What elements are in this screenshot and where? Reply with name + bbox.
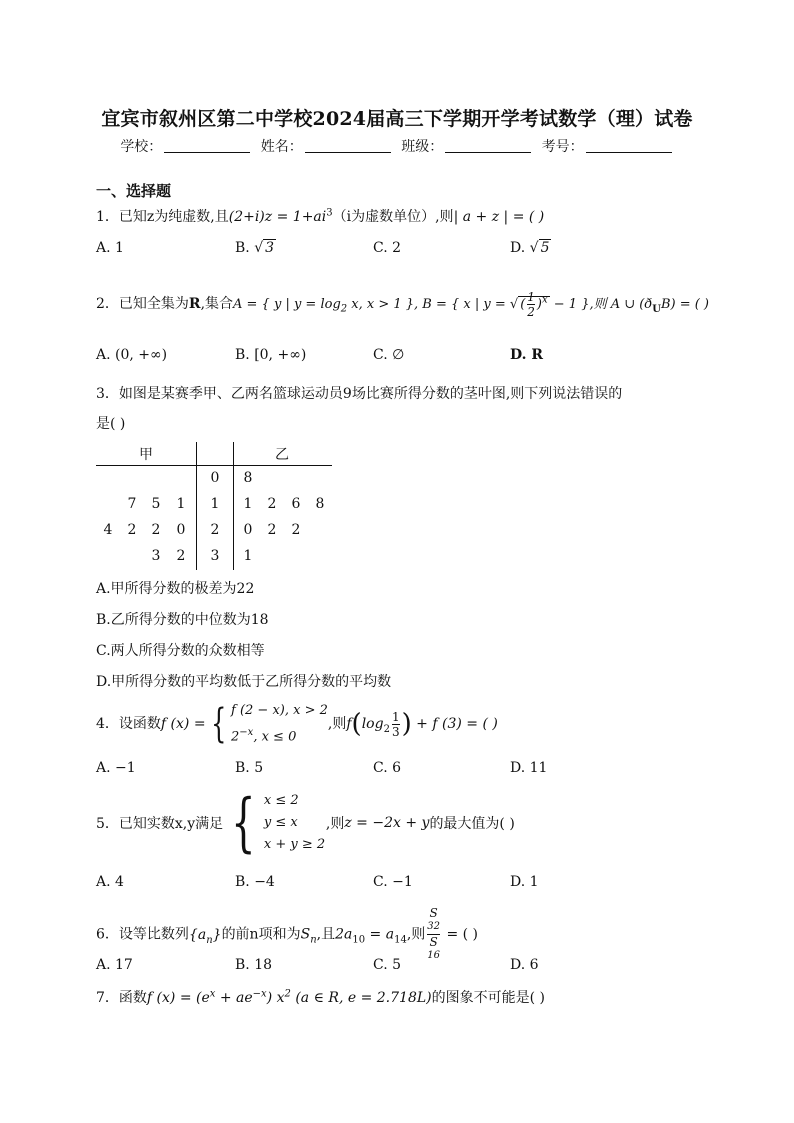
q1-d-radicand: 5	[540, 240, 550, 256]
q2-option-a[interactable]: A. (0, +∞)	[96, 347, 168, 363]
q6-ratio	[427, 906, 440, 963]
q6-option-b[interactable]: B. 18	[235, 957, 273, 973]
q6-num: S	[429, 906, 438, 920]
leaf-right: 8	[243, 470, 253, 486]
q4-option-b[interactable]: B. 5	[235, 760, 264, 776]
leaf-right: 2	[267, 496, 277, 512]
q4-log-base: 2	[383, 723, 390, 735]
q1-option-d[interactable]: D. √ 5	[510, 240, 550, 256]
q2-text-b: ,集合	[200, 296, 234, 312]
question-3-stem-line1: 3．如图是某赛季甲、乙两名篮球运动员9场比赛所得分数的茎叶图,则下列说法错误的	[96, 386, 623, 402]
q4-option-a[interactable]: A. −1	[96, 760, 136, 776]
leaf-right: 0	[243, 522, 253, 538]
school-blank[interactable]	[164, 138, 250, 153]
q6-sum: S	[300, 926, 311, 943]
q6-cond-sub2: 14	[394, 934, 407, 946]
stem-leaf-header-jia: 甲	[139, 447, 153, 463]
q5-text-b: ,则	[325, 816, 345, 832]
q6-seq-sub: n	[206, 934, 213, 946]
q5-option-d[interactable]: D. 1	[510, 874, 539, 890]
q4-log: log	[361, 716, 384, 733]
q4-text-c: + f (3) = ( )	[411, 716, 498, 733]
q1-option-c[interactable]: C. 2	[373, 240, 402, 256]
q4-f: f	[346, 716, 352, 733]
q6-sequence	[188, 926, 222, 946]
q2-real-set: R	[188, 296, 201, 312]
exam-no-label: 考号：	[541, 139, 584, 155]
leaf-right: 2	[291, 522, 301, 538]
q6-text-c: ,且	[316, 926, 336, 943]
q4-case-2	[231, 722, 328, 748]
stem-leaf-right-divider	[233, 442, 234, 570]
q6-text-b: 的前n项和为	[221, 926, 301, 943]
q2-text-a: 2．已知全集为	[96, 296, 189, 312]
q6-option-a[interactable]: A. 17	[96, 957, 133, 973]
q6-num-sub: 32	[427, 921, 440, 932]
school-label: 学校：	[120, 139, 163, 155]
q2-set-b-pre: , B = { x | y =	[414, 297, 510, 312]
q4-case-1: f (2 − x), x > 2	[231, 703, 328, 718]
q1-text-e: | a + z | = ( )	[453, 209, 545, 225]
q7-sup2: −x	[252, 988, 267, 1000]
q2-set-b: , B = { x | y = √ ( $\frac{1}{2}$ )$^x$ − 1 }	[414, 290, 590, 319]
q3-option-a[interactable]: A.甲所得分数的极差为22	[96, 581, 255, 597]
leaf-left: 2	[176, 548, 186, 564]
leaf-left: 1	[176, 496, 186, 512]
q5-constraint-1: x ≤ 2	[263, 793, 299, 808]
q2-set-b-root: ( $\frac{1}{2}$ )$^x$	[520, 290, 548, 319]
q1-d-prefix: D.	[510, 240, 530, 256]
q4-text-a: 4．设函数	[96, 716, 161, 733]
q1-text-a: 1．已知z为纯虚数,且	[96, 209, 229, 225]
question-7-stem	[96, 987, 545, 1007]
q6-text-a: 6．设等比数列	[96, 926, 189, 943]
q2-set-a-sub: 2	[340, 303, 348, 315]
stem-value: 1	[210, 496, 220, 512]
q5-objective: z = −2x + y	[344, 815, 430, 831]
q1-text-d: （i为虚数单位）,则	[332, 209, 454, 225]
q4-text-b: ,则	[327, 716, 347, 733]
q2-set-a-text: A = { y | y = log	[233, 297, 341, 312]
stem-leaf-left-divider	[196, 442, 197, 570]
q5-option-a[interactable]: A. 4	[96, 874, 124, 890]
q4-piecewise	[231, 700, 328, 748]
class-blank[interactable]	[445, 138, 531, 153]
q1-b-prefix: B.	[235, 240, 255, 256]
q6-den-sub: 16	[427, 950, 440, 961]
q4-frac-den: 3	[391, 724, 400, 739]
stem-value: 0	[210, 470, 220, 486]
exam-no-blank[interactable]	[586, 138, 672, 153]
q1-expr: (2+i)z = 1+ai	[228, 209, 327, 225]
stem-leaf-header-rule	[96, 465, 332, 466]
q4-brace: {	[210, 701, 226, 748]
q2-option-c[interactable]: C. ∅	[373, 347, 405, 363]
student-info-line	[0, 136, 794, 156]
q1-exp: 3	[326, 207, 333, 219]
q4-frac-num: 1	[391, 709, 400, 724]
q2-text-end: ,则 A ∪ (ð	[589, 297, 653, 312]
q4-case-2-end: , x ≤ 0	[253, 729, 297, 745]
q5-constraint-3: x + y ≥ 2	[263, 837, 326, 852]
q4-case-2-base: 2	[231, 729, 240, 745]
stem-leaf-plot	[96, 440, 336, 570]
leaf-right: 1	[243, 548, 253, 564]
section-heading: 一、选择题	[96, 182, 172, 200]
q1-option-a[interactable]: A. 1	[96, 240, 124, 256]
q3-option-b[interactable]: B.乙所得分数的中位数为18	[96, 612, 269, 628]
q7-condition: (a ∈ R, e = 2.718L)	[290, 990, 432, 1006]
q3-option-c[interactable]: C.两人所得分数的众数相等	[96, 643, 265, 659]
q6-cond-sub1: 10	[352, 934, 366, 946]
stem-value: 3	[210, 548, 220, 564]
question-1-stem	[96, 206, 544, 226]
leaf-left: 2	[151, 522, 161, 538]
stem-leaf-header-yi: 乙	[275, 447, 289, 463]
leaf-left: 0	[176, 522, 186, 538]
leaf-left: 2	[127, 522, 137, 538]
leaf-left: 4	[103, 522, 113, 538]
q6-cond-mid: = a	[365, 926, 395, 943]
name-blank[interactable]	[305, 138, 391, 153]
q2-half-fraction: $\frac{1}{2}$	[527, 290, 535, 319]
stem-value: 2	[210, 522, 220, 538]
q5-brace: {	[231, 786, 256, 860]
q7-text-b: 的图象不可能是( )	[431, 990, 545, 1006]
q5-constraints	[264, 790, 326, 856]
q7-expr-a: f (x) = (e	[146, 990, 210, 1006]
q2-set-b-end: − 1 }	[549, 297, 590, 312]
q5-option-b[interactable]: B. −4	[235, 874, 275, 890]
q5-constraint-2: y ≤ x	[263, 815, 298, 830]
q4-option-c[interactable]: C. 6	[373, 760, 402, 776]
q7-sup3: 2	[284, 988, 291, 1000]
q2-text-end2: B) = ( )	[660, 297, 709, 312]
q4-function-lhs: f (x) =	[160, 716, 206, 733]
q6-sum-sub: n	[310, 934, 317, 946]
leaf-left: 3	[151, 548, 161, 564]
q6-cond-a: 2a	[335, 926, 353, 943]
q1-option-b[interactable]: B. √ 3	[235, 240, 275, 256]
q2-option-d[interactable]: D. R	[510, 347, 544, 363]
q7-expr-c: ) x	[266, 990, 285, 1006]
leaf-right: 1	[243, 496, 253, 512]
page-title: 宜宾市叙州区第二中学校2024届高三下学期开学考试数学（理）试卷	[101, 108, 693, 130]
q2-universal-sub: U	[652, 303, 661, 315]
q5-text-a: 5．已知实数x,y满足	[96, 816, 224, 832]
class-label: 班级：	[401, 139, 444, 155]
q4-fraction	[392, 710, 400, 739]
q6-option-c[interactable]: C. 5	[373, 957, 402, 973]
q6-text-e: = ( )	[442, 926, 479, 943]
q5-text-c: 的最大值为( )	[429, 816, 515, 832]
q6-seq-close: }	[212, 926, 222, 943]
q6-seq-open: {a	[188, 926, 207, 943]
q4-option-d[interactable]: D. 11	[510, 760, 548, 776]
q7-expr-b: + ae	[215, 990, 253, 1006]
q5-option-c[interactable]: C. −1	[373, 874, 413, 890]
question-3-stem-line2: 是( )	[96, 416, 126, 432]
q2-set-a-end: x, x > 1 }	[347, 297, 415, 312]
q7-sup1: x	[209, 988, 216, 1000]
name-label: 姓名：	[260, 139, 303, 155]
question-4-stem: 4．设函数f (x) = { f (2 − x), x > 2 $2^{-x}$, x ≤ 0 ,则$f(\log_2$ $\frac{1}{3}$ ) + f (3) = ( )	[96, 701, 498, 748]
question-6-stem	[96, 906, 478, 963]
leaf-right: 2	[267, 522, 277, 538]
q3-option-d[interactable]: D.甲所得分数的平均数低于乙所得分数的平均数	[96, 674, 392, 690]
q6-den: S	[429, 935, 438, 949]
leaf-right: 8	[315, 496, 325, 512]
question-5-stem	[96, 786, 515, 860]
leaf-right: 6	[291, 496, 301, 512]
q7-function	[147, 990, 432, 1006]
q6-text-d: ,则	[406, 926, 426, 943]
q1-b-radicand: 3	[265, 240, 275, 256]
leaf-left: 7	[127, 496, 137, 512]
q4-case-2-exp: −x	[239, 727, 254, 738]
q7-text-a: 7．函数	[96, 990, 147, 1006]
question-2-stem	[96, 290, 709, 319]
q2-set-a	[233, 297, 415, 315]
q2-option-b[interactable]: B. [0, +∞)	[235, 347, 307, 363]
q6-option-d[interactable]: D. 6	[510, 957, 539, 973]
leaf-left: 5	[151, 496, 161, 512]
